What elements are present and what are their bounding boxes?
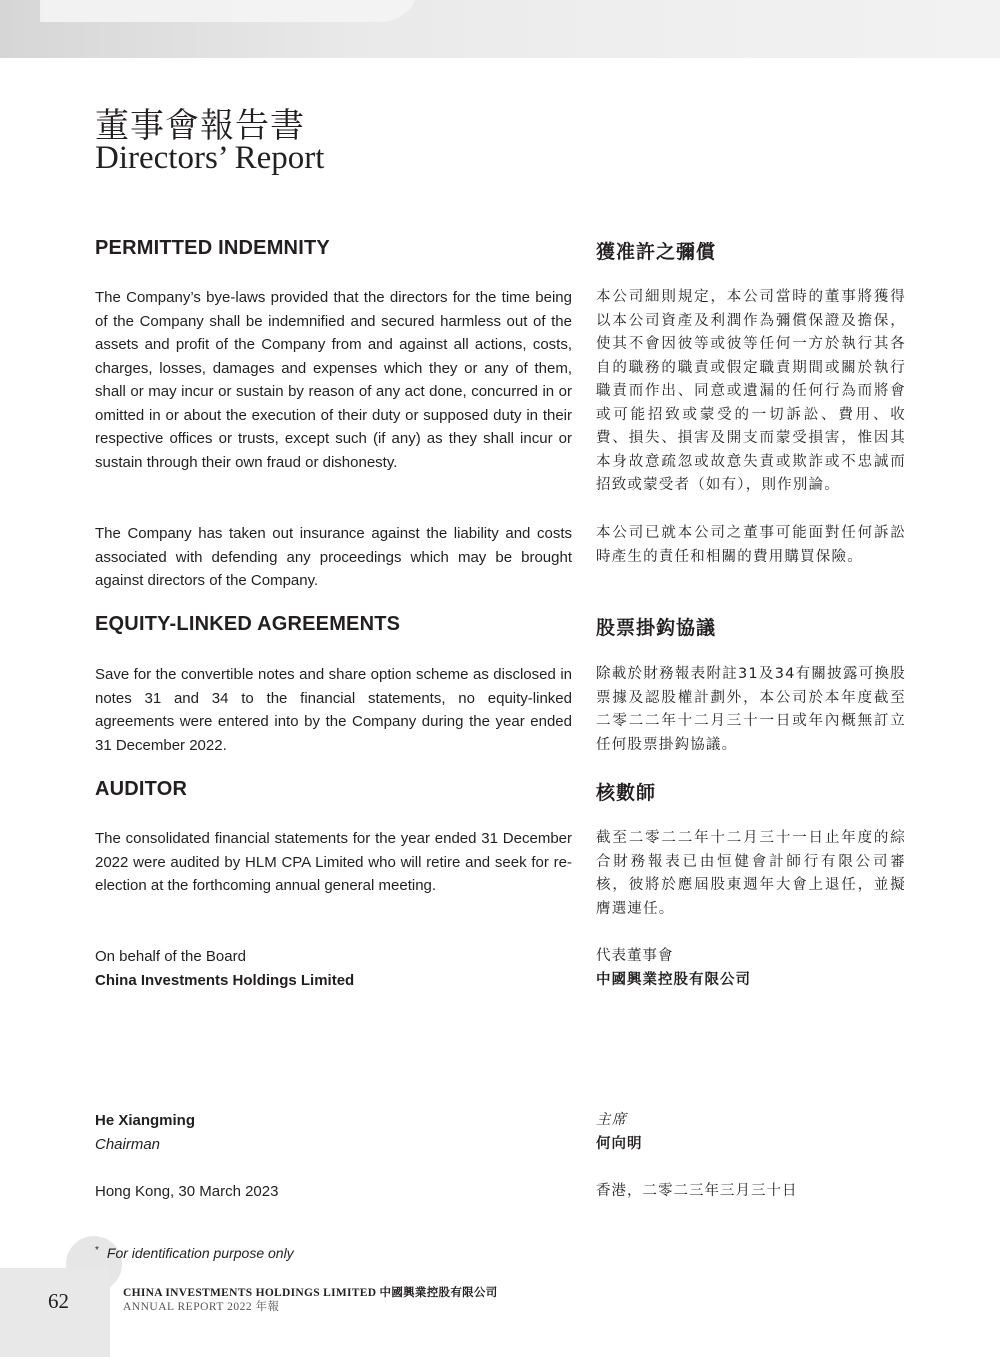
footer-report: ANNUAL REPORT 2022 年報 — [123, 1301, 280, 1313]
footer-company: CHINA INVESTMENTS HOLDINGS LIMITED 中國興業控股有限公司 — [123, 1287, 498, 1299]
signatory-block-zh — [596, 1109, 906, 1156]
place-date: Hong Kong, 30 March 2023 — [95, 1183, 279, 1200]
equity-linked-paragraph: Save for the convertible notes and share option scheme as disclosed in notes 31 and 34 to the financial statements, no equity-linked agreements were entered into by the Company during the year ended 31 December 2022. — [95, 666, 572, 754]
on-behalf-text-zh: 代表董事會 — [596, 948, 674, 964]
section-heading-permitted-indemnity-zh: 獲准許之彌償 — [596, 241, 717, 263]
place-date-zh: 香港，二零二三年三月三十日 — [596, 1183, 798, 1199]
signatory-block — [95, 1109, 572, 1156]
auditor-paragraph-zh: 截至二零二二年十二月三十一日止年度的綜合財務報表已由恒健會計師行有限公司審核，彼將於應屆股東週年大會上退任，並擬膺選連任。 — [596, 830, 906, 917]
signatory-role: Chairman — [95, 1135, 161, 1153]
section-heading-permitted-indemnity: PERMITTED INDEMNITY — [95, 237, 330, 259]
page-title-en: Directors’ Report — [95, 140, 325, 176]
on-behalf-text: On behalf of the Board — [95, 948, 246, 965]
section-heading-equity-linked-zh: 股票掛鈎協議 — [596, 617, 717, 639]
section-heading-auditor-zh: 核數師 — [596, 782, 657, 804]
footnote-text: For identification purpose only — [106, 1245, 294, 1261]
section-heading-equity-linked: EQUITY-LINKED AGREEMENTS — [95, 613, 401, 635]
signoff-block-zh — [596, 945, 906, 992]
company-name-zh: 中國興業控股有限公司 — [596, 971, 751, 988]
indemnity-paragraph-1-zh: 本公司細則規定，本公司當時的董事將獲得以本公司資產及利潤作為彌償保證及擔保，使其不會因彼等或彼等任何一方於執行其各自的職務的職責或假定職責期間或關於執行職責而作出、同意或遺漏的任何行為而將會或可能招致或蒙受的一切訴訟、費用、收費、損失、損害及開支而蒙受損害，惟因其本身故意疏忽或故意失責或欺詐或不忠誠而招致或蒙受者（如有），則作別論。 — [596, 289, 906, 493]
signoff-block — [95, 945, 572, 992]
header-decoration — [40, 0, 420, 22]
signatory-name-zh: 何向明 — [596, 1135, 643, 1152]
section-heading-auditor: AUDITOR — [95, 778, 188, 800]
footer — [123, 1286, 498, 1314]
auditor-paragraph: The consolidated financial statements for the year ended 31 December 2022 were audited by HLM CPA Limited who will retire and seek for re-election at the forthcoming annual general meeting. — [95, 830, 572, 894]
indemnity-paragraph-2: The Company has taken out insurance against the liability and costs associated with defending any proceedings which may be brought against directors of the Company. — [95, 525, 572, 589]
page-number: 62 — [48, 1289, 69, 1313]
footnote — [95, 1245, 294, 1261]
signatory-name: He Xiangming — [95, 1112, 196, 1129]
signatory-role-zh: 主席 — [596, 1112, 627, 1128]
header-band — [0, 0, 1000, 58]
indemnity-paragraph-2-zh: 本公司已就本公司之董事可能面對任何訴訟時產生的責任和相關的費用購買保險。 — [596, 525, 906, 565]
page-title-zh: 董事會報告書 — [95, 106, 305, 146]
company-name: China Investments Holdings Limited — [95, 971, 355, 989]
footnote-mark: * — [95, 1245, 99, 1256]
equity-linked-paragraph-zh: 除載於財務報表附註31及34有關披露可換股票據及認股權計劃外，本公司於本年度截至二零二二年十二月三十一日或年內概無訂立任何股票掛鈎協議。 — [596, 666, 906, 753]
indemnity-paragraph-1: The Company’s bye-laws provided that the directors for the time being of the Company shall be indemnified and secured harmless out of the assets and profit of the Company from and against all actions, costs, charges, losses, damages and expenses which they or any of them, shall or may incur or sustain by reason of any act done, concurred in or omitted in or about the execution of their duty or supposed duty in their respective offices or trusts, except such (if any) as they shall incur or sustain through their own fraud or dishonesty. — [95, 289, 572, 471]
